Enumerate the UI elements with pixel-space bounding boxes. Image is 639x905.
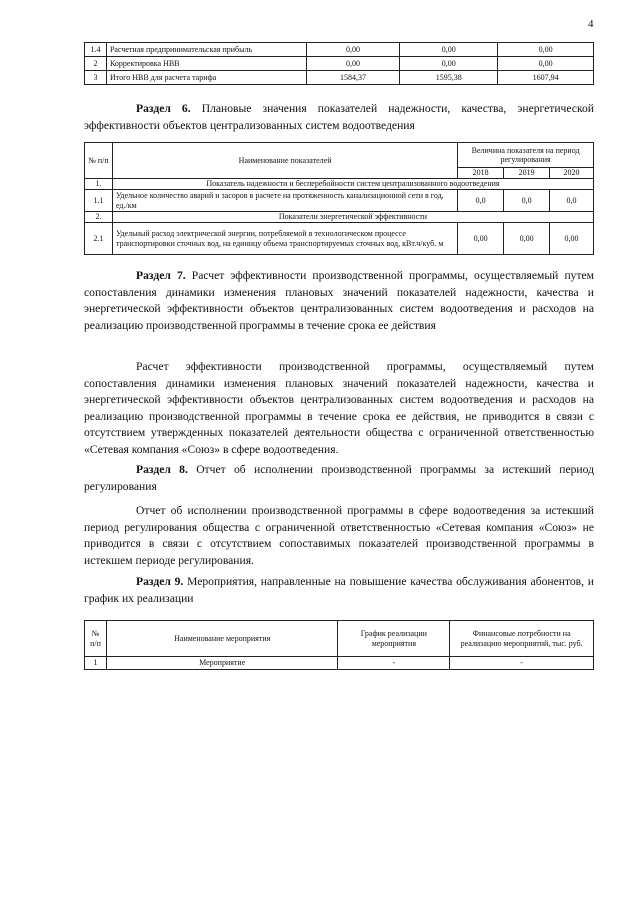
row-value: 0,00 [306, 57, 400, 71]
row-num: 2 [85, 57, 107, 71]
row-value: 0,00 [504, 223, 550, 255]
group-title: Показатели энергетической эффективности [112, 212, 593, 223]
section-title: Мероприятия, направленные на повышение качества обслуживания абонентов, и график их реализации [84, 575, 595, 605]
row-name: Мероприятие [106, 657, 337, 670]
row-num: 1.1 [85, 190, 113, 212]
group-title: Показатель надежности и бесперебойности систем централизованного водоотведения [112, 179, 593, 190]
header-value: Величина показателя на период регулирования [458, 143, 594, 168]
section-7-heading [84, 268, 594, 334]
section-label: Раздел 7. [136, 269, 186, 282]
header-name: Наименование показателей [112, 143, 457, 179]
row-num: 3 [85, 71, 107, 85]
row-finance: - [450, 657, 594, 670]
section-title: Расчет эффективности производственной программы, осуществляемый путем сопоставления динамики изменения плановых значений показателей надежности, качества и энергетической эффективности объектов централизованных систем водоотведения и расходов на реализацию производственной программы в течение срока ее действия [84, 269, 595, 332]
row-value: 0,00 [400, 43, 498, 57]
header-year: 2019 [504, 168, 550, 179]
header-year: 2020 [550, 168, 594, 179]
group-num: 1. [85, 179, 113, 190]
table-row [85, 57, 594, 71]
row-value: 0,00 [498, 57, 594, 71]
section-7-body: Расчет эффективности производственной программы, осуществляемый путем сопоставления динамики изменения плановых значений показателей надежности, качества и энергетической эффективности объектов централизованных систем водоотведения и расходов на реализацию производственной программы в течение срока ее действия, не приводится в связи с отсутствием утвержденных показателей деятельности общества с ограниченной ответственностью «Сетевая компания «Союз» в сфере водоотведения. [84, 360, 594, 456]
table-nvv [84, 42, 594, 85]
section-6-heading [84, 101, 594, 134]
header-finance: Финансовые потребности на реализацию мероприятий, тыс. руб. [450, 621, 594, 657]
header-num: № п/п [85, 621, 107, 657]
section-label: Раздел 8. [136, 463, 188, 476]
section-9-heading [84, 574, 594, 607]
section-8-heading [84, 462, 594, 495]
row-value: 0,00 [400, 57, 498, 71]
row-value: 0,0 [504, 190, 550, 212]
section-8-body: Отчет об исполнении производственной программы в сфере водоотведения за истекший период регулирования общества с ограниченной ответственностью «Сетевая компания «Союз» не приводится в связи с отсутствием сопоставимых показателей производственной программы в истекшем периоде регулирования. [84, 504, 594, 567]
table-group-row [85, 179, 594, 190]
row-name: Удельное количество аварий и засоров в расчете на протяженность канализационной сети в год, ед./км [112, 190, 457, 212]
row-value: 0,00 [498, 43, 594, 57]
table-group-row [85, 212, 594, 223]
table-row [85, 223, 594, 255]
table-measures [84, 620, 594, 670]
page-number: 4 [588, 18, 594, 30]
header-year: 2018 [458, 168, 504, 179]
header-schedule: График реализации мероприятия [338, 621, 450, 657]
row-value: 0,0 [550, 190, 594, 212]
row-name: Удельный расход электрической энергии, потребляемой в технологическом процессе транспортировки сточных вод, на единицу объема транспортируемых сточных вод, кВт.ч/куб. м [112, 223, 457, 255]
section-label: Раздел 6. [136, 102, 191, 115]
row-num: 1.4 [85, 43, 107, 57]
row-value: 0,00 [550, 223, 594, 255]
row-num: 2.1 [85, 223, 113, 255]
row-name: Корректировка НВВ [106, 57, 306, 71]
table-indicators [84, 142, 594, 255]
header-name: Наименование мероприятия [106, 621, 337, 657]
row-value: 1595,38 [400, 71, 498, 85]
row-schedule: - [338, 657, 450, 670]
row-name: Расчетная предпринимательская прибыль [106, 43, 306, 57]
row-value: 1584,37 [306, 71, 400, 85]
section-title: Плановые значения показателей надежности, качества, энергетической эффективности объектов централизованных систем водоотведения [84, 102, 594, 132]
section-label: Раздел 9. [136, 575, 184, 588]
row-num: 1 [85, 657, 107, 670]
section-title: Отчет об исполнении производственной программы за истекший период регулирования [84, 463, 594, 493]
header-num: № п/п [85, 143, 113, 179]
row-value: 0,00 [458, 223, 504, 255]
table-row [85, 190, 594, 212]
table-row [85, 43, 594, 57]
row-value: 1607,94 [498, 71, 594, 85]
row-value: 0,0 [458, 190, 504, 212]
group-num: 2. [85, 212, 113, 223]
table-row [85, 657, 594, 670]
row-value: 0,00 [306, 43, 400, 57]
row-name: Итого НВВ для расчета тарифа [106, 71, 306, 85]
table-row [85, 71, 594, 85]
